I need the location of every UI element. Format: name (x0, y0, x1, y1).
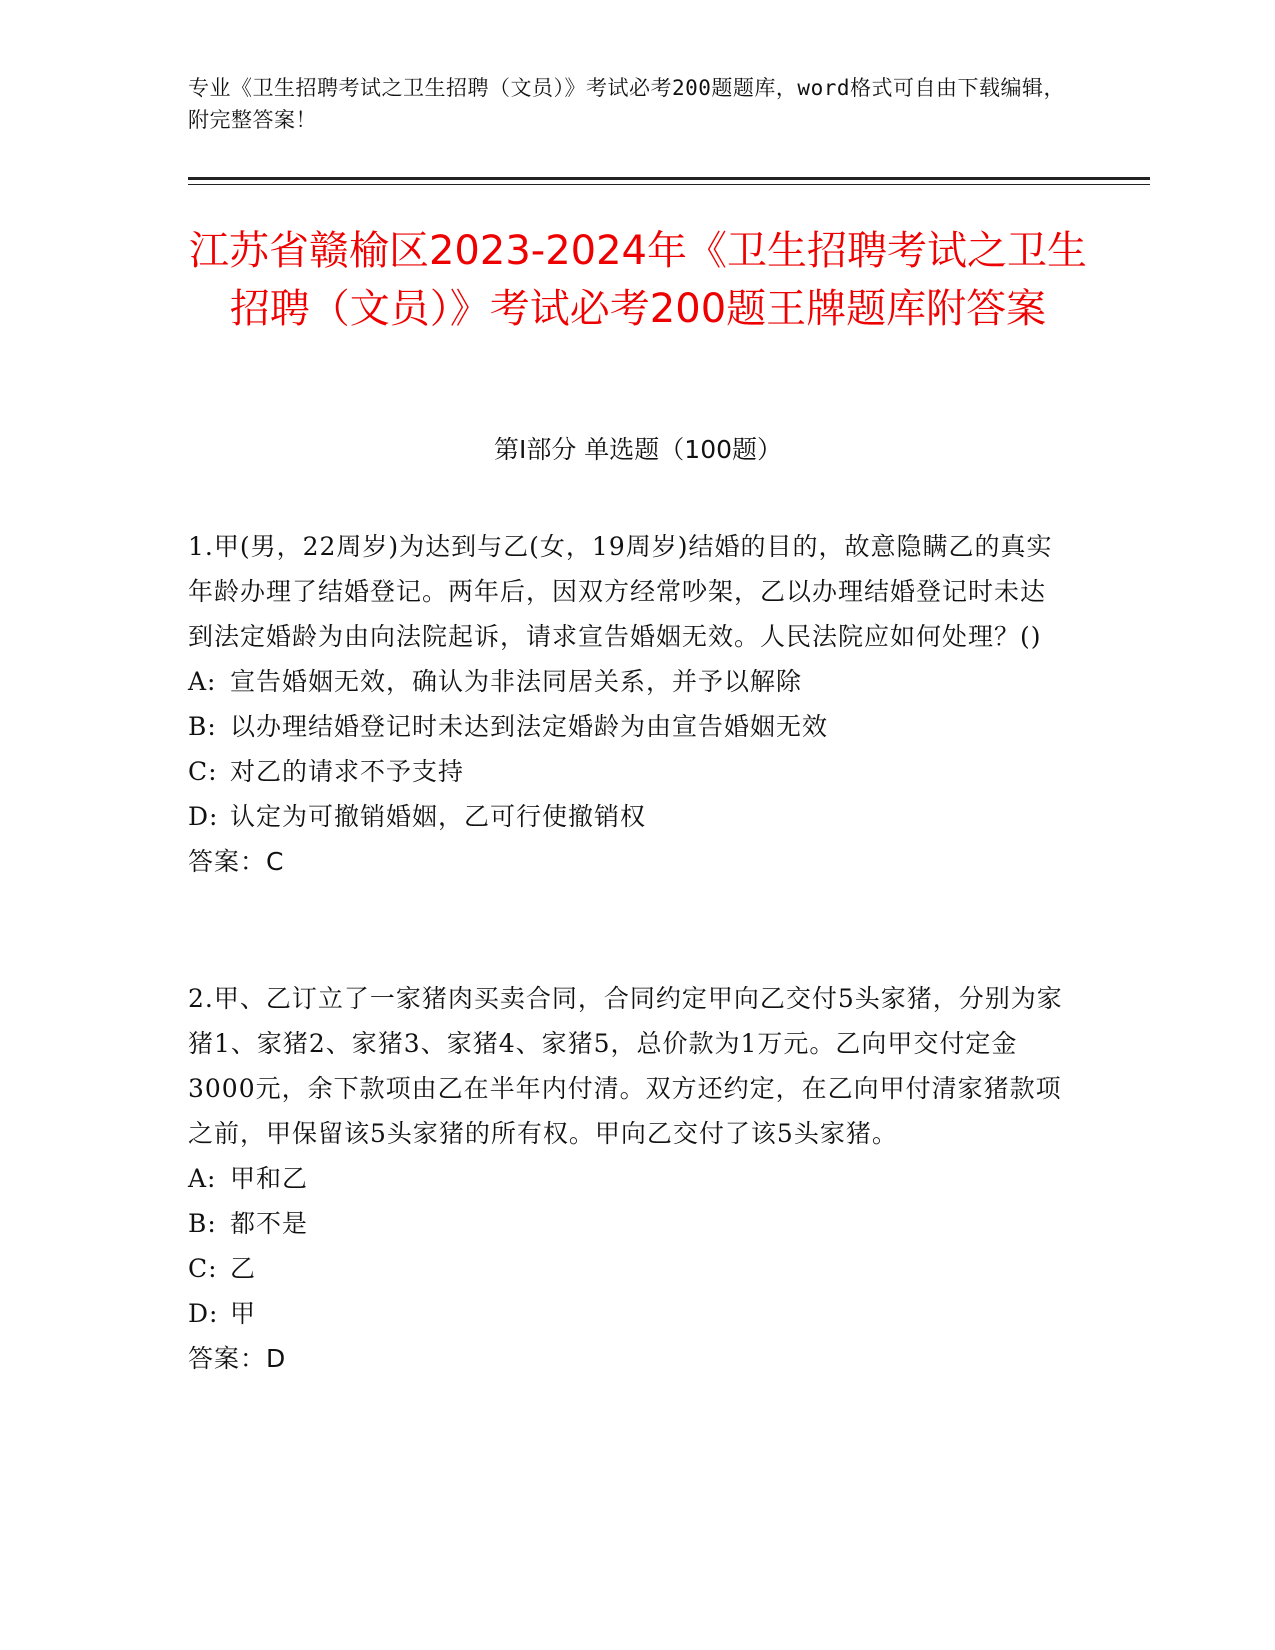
header-divider-thick (188, 177, 1150, 180)
option-d (188, 794, 1068, 839)
option-text: 认定为可撤销婚姻，乙可行使撤销权 (230, 802, 647, 831)
option-letter: A: (188, 667, 217, 696)
option-text: 都不是 (230, 1209, 309, 1238)
option-text: 宣告婚姻无效，确认为非法同居关系，并予以解除 (230, 667, 803, 696)
answer-line: 答案：D (188, 1344, 287, 1373)
header-note: 专业《卫生招聘考试之卫生招聘（文员）》考试必考200题题库，word格式可自由下载编辑，附完整答案！ (188, 76, 1065, 132)
option-c (188, 1246, 1068, 1291)
option-letter: C: (188, 757, 218, 786)
question-1 (188, 524, 1068, 884)
option-letter: B: (188, 712, 217, 741)
option-text: 乙 (230, 1254, 257, 1283)
question-2 (188, 976, 1068, 1381)
option-c (188, 749, 1068, 794)
option-text: 对乙的请求不予支持 (230, 757, 465, 786)
option-b (188, 704, 1068, 749)
question-stem: 1.甲(男，22周岁)为达到与乙(女，19周岁)结婚的目的，故意隐瞒乙的真实年龄办理了结婚登记。两年后，因双方经常吵架，乙以办理结婚登记时未达到法定婚龄为由向法院起诉，请求宣告婚姻无效。人民法院应如何处理？() (188, 532, 1053, 651)
option-letter: B: (188, 1209, 217, 1238)
option-a (188, 659, 1068, 704)
option-text: 甲和乙 (230, 1164, 309, 1193)
option-b (188, 1201, 1068, 1246)
option-letter: D: (188, 802, 219, 831)
option-a (188, 1156, 1068, 1201)
option-d (188, 1291, 1068, 1336)
option-text: 以办理结婚登记时未达到法定婚龄为由宣告婚姻无效 (230, 712, 829, 741)
section-heading: 第Ⅰ部分 单选题（100题） (493, 435, 783, 464)
document-title: 江苏省赣榆区2023-2024年《卫生招聘考试之卫生招聘（文员）》考试必考200题王牌题库附答案 (188, 228, 1088, 332)
option-text: 甲 (230, 1299, 257, 1328)
option-letter: C: (188, 1254, 218, 1283)
question-stem: 2.甲、乙订立了一家猪肉买卖合同，合同约定甲向乙交付5头家猪，分别为家猪1、家猪2、家猪3、家猪4、家猪5，总价款为1万元。乙向甲交付定金3000元，余下款项由乙在半年内付清。双方还约定，在乙向甲付清家猪款项之前，甲保留该5头家猪的所有权。甲向乙交付了该5头家猪。 (188, 984, 1063, 1148)
option-letter: A: (188, 1164, 217, 1193)
header-divider-thin (188, 184, 1150, 185)
option-letter: D: (188, 1299, 219, 1328)
answer-line: 答案：C (188, 847, 285, 876)
